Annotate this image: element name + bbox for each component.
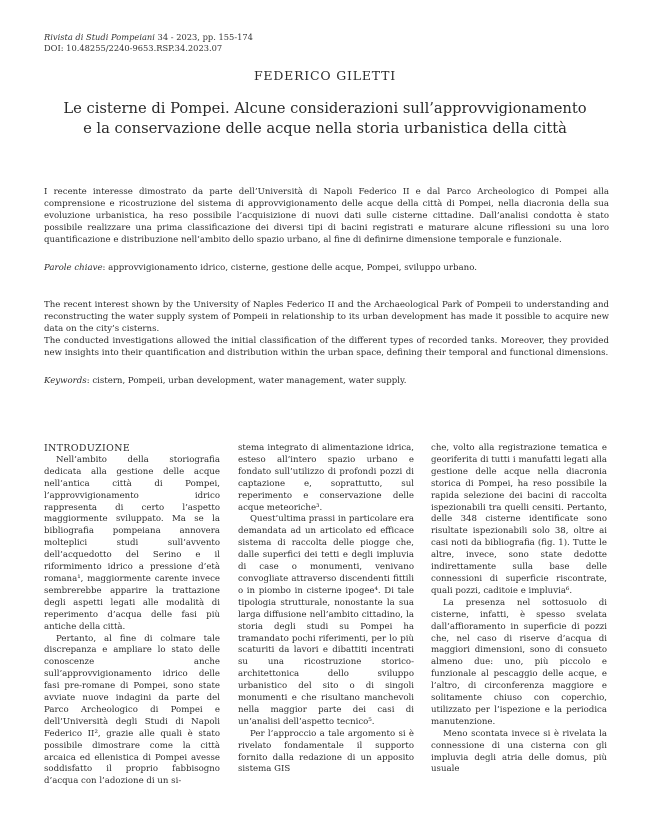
column-3-paragraph-0: che, volto alla registrazione tematica e georiferita di tutti i manufatti legati alla gestione delle acque nella diacronia storica di Pompei, ha reso possibile la rapida selezione dei bacini di raccolta ispezionabili tra quelli censiti. Pertanto, delle 348 cisterne identificate sono risultate ispezionabili solo 38, oltre ai casi noti da bibliografia (fig. 1). Tutte le altre, invece, sono state dedotte indirettamente sulla base delle connessioni di superficie riscontrate, quali pozzi, caditoie e impluvia⁶. (431, 443, 607, 596)
keywords-english-label: Keywords (44, 376, 87, 386)
journal-name: Rivista di Studi Pompeiani (44, 32, 155, 42)
column-1-paragraph-2: Pertanto, al fine di colmare tale discrepanza e ampliare lo stato delle conoscenze anche sull’approvvigionamento idrico delle fasi pre-romane di Pompei, sono state avviate nuove indagini da parte del Parco Archeologico di Pompei e dell’Università degli Studi di Napoli Federico II², grazie alle quali è stato possibile dimostrare come la città arcaica ed ellenistica di Pompei avesse soddisfatto il proprio fabbisogno d’acqua con l’adozione di un si- (44, 633, 220, 787)
journal-doi: DOI: 10.48255/2240-9653.RSP.34.2023.07 (44, 43, 223, 53)
title-line-2: e la conservazione delle acque nella storia urbanistica della città (83, 120, 567, 137)
abstract-english-p2: The conducted investigations allowed the initial classification of the different types of recorded tanks. Moreover, they provided new insights into their quantification and distribution within the urban space, defining their temporal and functional dimensions. (44, 335, 609, 358)
keywords-italian (44, 263, 609, 275)
column-3-paragraph-1: La presenza nel sottosuolo di cisterne, infatti, è spesso svelata dall’affioramento in superficie di pozzi che, nel caso di riserve d’acqua di maggiori dimensioni, sono di consueto almeno due: uno, più piccolo e funzionale al pescaggio delle acque, e l’altro, di circonferenza maggiore e solitamente chiuso con coperchio, utilizzato per l’ispezione e la periodica manutenzione. (431, 597, 607, 727)
abstract-italian (44, 187, 609, 247)
keywords-italian-label: Parole chiave (44, 263, 103, 273)
keywords-english-text: : cistern, Pompeii, urban development, water management, water supply. (86, 376, 407, 386)
author-name: FEDERICO GILETTI (253, 68, 397, 83)
journal-citation (44, 32, 253, 43)
keywords-english (44, 376, 609, 388)
journal-header (44, 32, 253, 54)
article-title (60, 99, 590, 139)
title-line-1: Le cisterne di Pompei. Alcune considerazioni sull’approvvigionamento (63, 100, 587, 117)
section-heading: INTRODUZIONE (44, 443, 131, 454)
column-3-paragraph-2: Meno scontata invece si è rivelata la connessione di una cisterna con gli impluvia degli atria delle domus, più usuale (431, 728, 607, 775)
column-2-paragraph-2: Per l’approccio a tale argomento si è rivelato fondamentale il supporto fornito dalla redazione di un apposito sistema GIS (238, 728, 414, 775)
body-column-1 (44, 443, 220, 788)
abstract-italian-text: I recente interesse dimostrato da parte dell’Università di Napoli Federico II e dal Parco Archeologico di Pompei alla comprensione e ricostruzione del sistema di approvvigionamento delle acque della città di Pompei, nella diacronia della sua evoluzione urbanistica, ha reso possibile l’acquisizione di nuovi dati sulle cisterne cittadine. Dall’analisi condotta è stato possibile realizzare una prima classificazione dei diversi tipi di bacini registrati e maturare alcune riflessioni su una loro quantificazione e distribuzione nell’ambito dello spazio urbano, al fine di definirne dimensione temporale e funzionale. (44, 187, 609, 245)
column-2-paragraph-0: stema integrato di alimentazione idrica, esteso all’intero spazio urbano e fondato sull’utilizzo di profondi pozzi di captazione e, soprattutto, sul reperimento e conservazione delle acque meteoriche³. (238, 443, 414, 513)
column-2-paragraph-1: Quest’ultima prassi in particolare era demandata ad un articolato ed efficace sistema di raccolta delle piogge che, dalle superfici dei tetti e degli impluvia di case o monumenti, venivano convogliate attraverso discendenti fittili o in piombo in cisterne ipogee⁴. Di tale tipologia strutturale, nonostante la sua larga diffusione nell’ambito cittadino, la storia degli studi su Pompei ha tramandato pochi riferimenti, per lo più scaturiti da lavori e dibattiti incentrati su una ricostruzione storico-architettonica dello sviluppo urbanistico del sito o di singoli monumenti e che risultano manchevoli nella maggior parte dei casi di un’analisi dell’aspetto tecnico⁵. (238, 514, 414, 727)
keywords-italian-text: : approvvigionamento idrico, cisterne, gestione delle acque, Pompei, sviluppo urbano. (102, 263, 477, 273)
body-column-2 (238, 443, 414, 776)
abstract-english (44, 300, 609, 360)
abstract-english-p1: The recent interest shown by the University of Naples Federico II and the Archaeological Park of Pompeii to understanding and reconstructing the water supply system of Pompeii in relationship to its urban development has made it possible to acquire new data on the city’s cisterns. (44, 300, 609, 334)
body-column-3 (431, 443, 607, 776)
journal-volume-pages: 34 - 2023, pp. 155-174 (154, 32, 253, 42)
column-1-paragraph-1: Nell’ambito della storiografia dedicata alla gestione delle acque nell’antica città di Pompei, l’approvvigionamento idrico rappresenta di certo l’aspetto maggiormente sviluppato. Ma se la bibliografia pompeiana annovera molteplici studi sull’avvento dell’acquedotto del Serino e il riformimento idrico a pressione d’età romana¹, maggiormente carente invece sembrerebbe apparire la trattazione degli aspetti legati alle modalità di reperimento d’acqua delle fasi più antiche della città. (44, 454, 220, 632)
